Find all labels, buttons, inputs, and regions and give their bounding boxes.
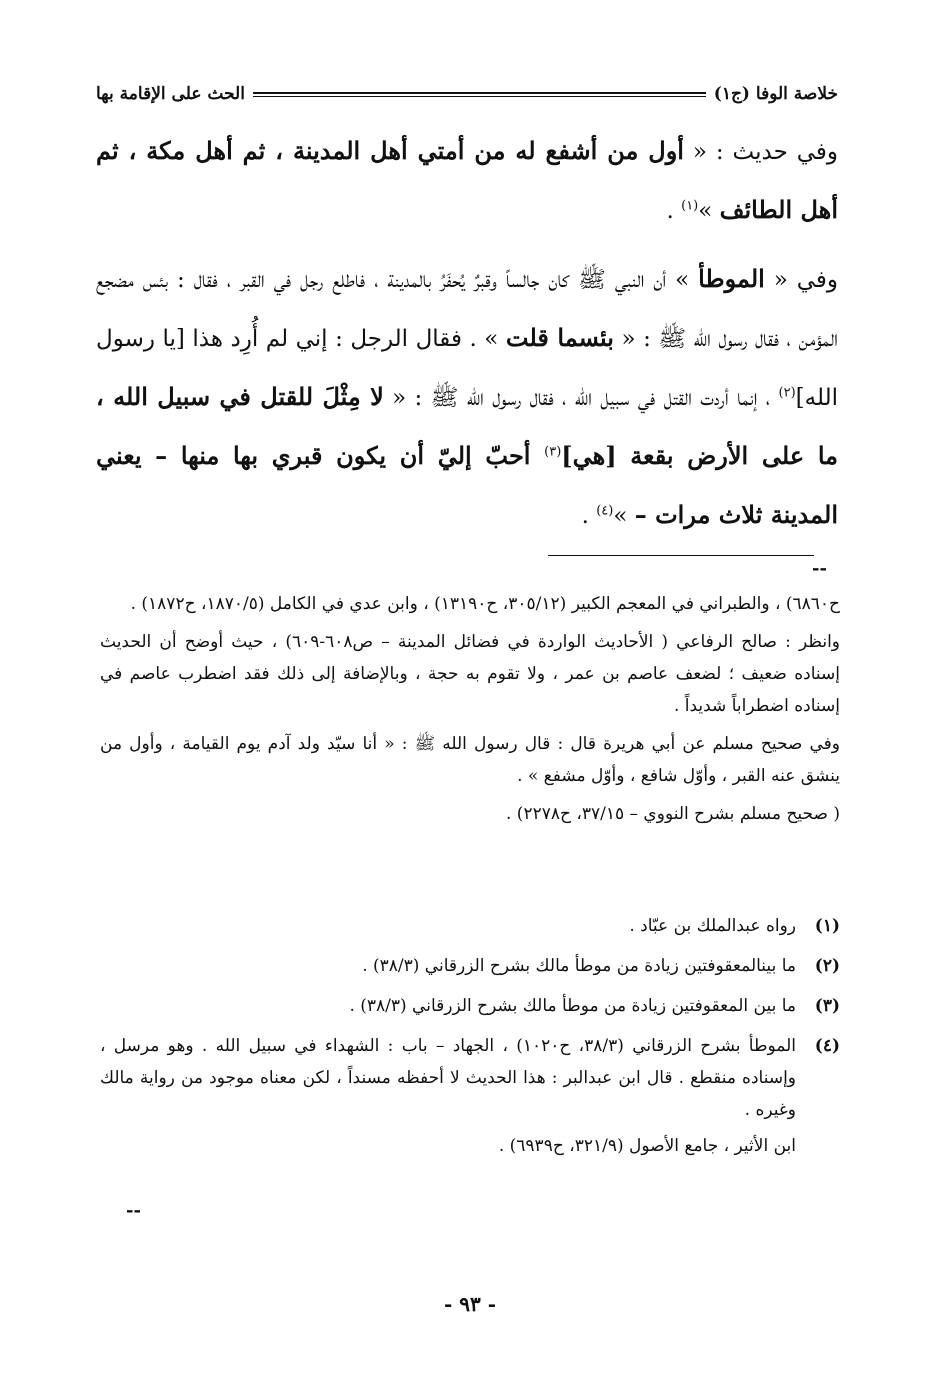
footnote-number: (٤): [814, 1036, 840, 1056]
footnote-4: [100, 1030, 840, 1162]
continued-notes: [100, 588, 840, 836]
p2-start: وفي «: [764, 267, 839, 293]
footnote-number: (٣): [814, 996, 840, 1016]
footnote-text: الموطأ بشرح الزرقاني (٣٨/٣، ح١٠٢٠) ، الجهاد – باب : الشهداء في سبيل الله . وهو مرسل ، وإسناده منقطع . قال ابن عبدالبر : هذا الحديث لا أحفظه مسنداً ، لكن معناه موجود من رواية مالك وغيره .: [100, 1036, 796, 1120]
main-text: [96, 122, 838, 545]
footnotes: [100, 910, 840, 1170]
p1-start: وفي حديث : «: [683, 139, 838, 165]
book-title: خلاصة الوفا (ج١): [713, 84, 838, 104]
note-paragraph: ( صحيح مسلم بشرح النووي – ٣٧/١٥، ح٢٢٧٨) .: [506, 804, 840, 824]
footnote-ref-2: (٢): [778, 385, 796, 401]
separator-dash: --: [812, 558, 827, 579]
footnote-text: ما بين المعقوفتين زيادة من موطأ مالك بشرح الزرقاني (٣٨/٣) .: [349, 996, 796, 1016]
footnote-number: (١): [814, 916, 840, 936]
footnote-text: رواه عبدالملك بن عبّاد .: [629, 916, 796, 936]
p2-end: »: [613, 503, 635, 529]
footnote-number: (٢): [814, 956, 840, 976]
footnote-1: [100, 910, 840, 942]
muwatta-title: الموطأ: [698, 264, 765, 293]
paragraph-muwatta: [96, 250, 838, 545]
p1-close: .: [666, 198, 682, 224]
footnote-text: ما بينالمعقوفتين زيادة من موطأ مالك بشرح الزرقاني (٣٨/٣) .: [362, 956, 796, 976]
footnote-ref-4: (٤): [596, 503, 614, 519]
footnote-extra: ابن الأثير ، جامع الأصول (٣٢١/٩، ح٦٩٣٩) .: [498, 1136, 796, 1156]
p1-end: »: [698, 198, 720, 224]
page-number: - ٩٣ -: [443, 1292, 496, 1316]
running-header: [96, 76, 838, 112]
header-rule: [253, 92, 706, 97]
footnote-separator: [548, 555, 814, 556]
p2-close: .: [581, 503, 597, 529]
note-paragraph: وانظر : صالح الرفاعي ( الأحاديث الواردة في فضائل المدينة – ص٦٠٨-٦٠٩) ، حيث أوضح أن الحديث إسناده ضعيف ؛ لضعف عاصم بن عمر ، ولا تقوم به حجة ، وبالإضافة إلى ذلك فقد اضطرب عاصم في إسناده اضطراباً شديداً .: [100, 632, 840, 716]
paragraph-hadith-intercession: [96, 122, 838, 240]
p2-mid1: » أن النبي ﷺ كان جالساً وقبرٌ يُحفَرُ بالمدينة ، فاطلع رجل في القبر ، فقال : بئس مضجع المؤمن ، فقال رسول الله ﷺ : «: [96, 267, 839, 352]
quote-bissama: بئسما قلت: [505, 323, 614, 352]
footnote-2: [100, 950, 840, 982]
p1-quote: أول من أشفع له من أمتي أهل المدينة ، ثم أهل مكة ، ثم أهل الطائف: [96, 136, 838, 224]
note-paragraph: ح٦٨٦٠) ، والطبراني في المعجم الكبير (٣٠٥/١٢، ح١٣١٩٠) ، وابن عدي في الكامل (١٨٧٠/٥، ح١٨٧٢) .: [130, 594, 840, 614]
quote-la-mithl-b: أحبّ إليّ أن يكون قبري بها منها – يعني المدينة ثلاث مرات –: [96, 441, 838, 529]
p2-mid3: ، إنما أردت القتل في سبيل الله ، فقال رسول الله ﷺ : «: [383, 385, 779, 411]
quote-la-mithl-a: لا مِثْلَ للقتل في سبيل الله ، ما على الأرض بقعة [هي]: [96, 382, 838, 470]
section-title: الحث على الإقامة بها: [96, 84, 245, 104]
note-paragraph: وفي صحيح مسلم عن أبي هريرة قال : قال رسول الله ﷺ : « أنا سيّد ولد آدم يوم القيامة ، وأول من ينشق عنه القبر ، وأوّل شافع ، وأوّل مشفع » .: [100, 734, 840, 786]
footnote-ref-3: (٣): [544, 444, 562, 460]
footnote-ref-1: (١): [681, 198, 699, 214]
footnote-body: [100, 1030, 796, 1162]
footnote-3: [100, 990, 840, 1022]
bottom-dash: --: [126, 1200, 141, 1221]
p2-mid2: » . فقال الرجل : إني لم أُرِد هذا [يا رسول الله]: [96, 326, 838, 411]
